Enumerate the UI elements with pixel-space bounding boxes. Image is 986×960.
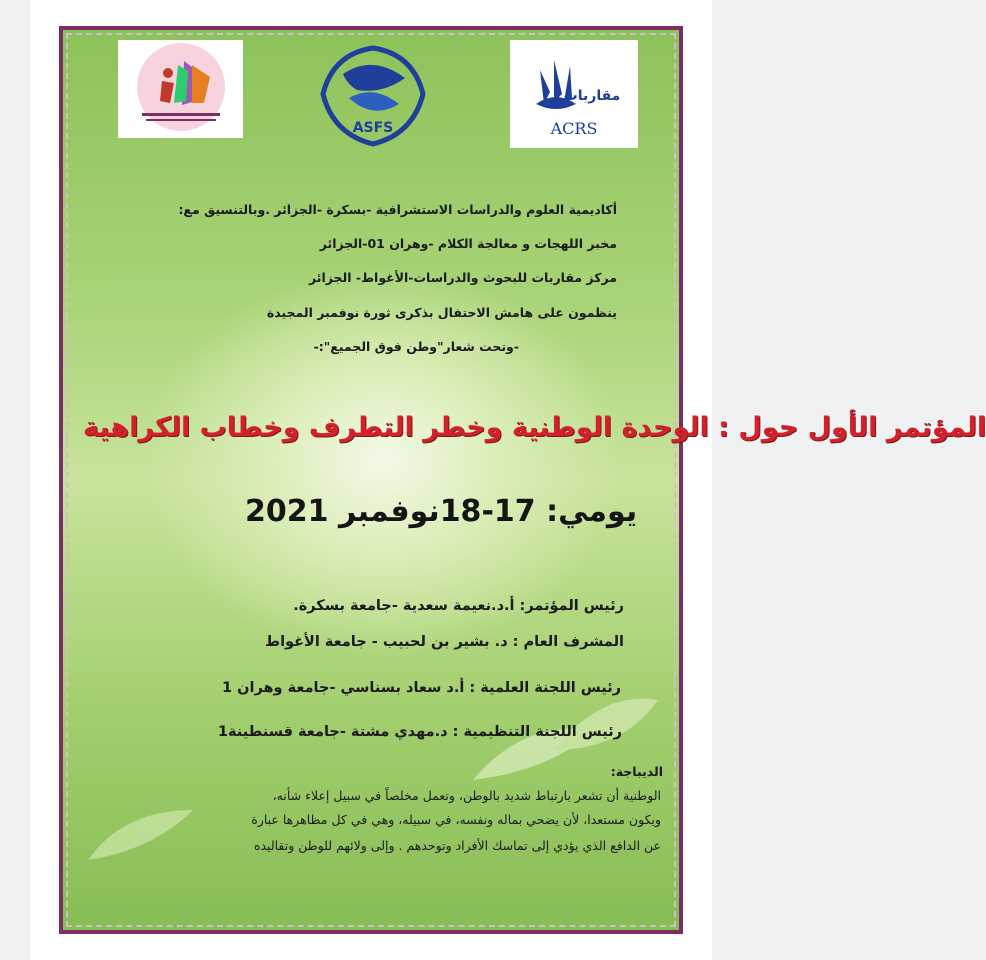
- asfs-logo-label: ASFS: [352, 120, 394, 136]
- laboratory-logo: [118, 40, 243, 138]
- preamble-line: الوطنية أن تشعر بارتباط شديد بالوطن، وتعمل مخلصاً في سبيل إعلاء شأنه،: [272, 788, 661, 803]
- committee-line: المشرف العام : د. بشير بن لحبيب - جامعة الأغواط: [265, 634, 624, 650]
- organizer-line: ينظمون على هامش الاحتفال بذكرى ثورة نوفمبر المجيدة: [266, 305, 617, 320]
- slogan-line: -وتحت شعار"وطن فوق الجميع":-: [313, 339, 519, 354]
- committee-line: رئيس اللجنة التنظيمية : د.مهدي مشتة -جامعة قسنطينة1: [217, 724, 622, 740]
- committee-line: رئيس المؤتمر: أ.د.نعيمة سعدية -جامعة بسكرة.: [293, 598, 624, 614]
- conference-date: يومي: 17-18نوفمبر 2021: [245, 494, 638, 529]
- acrs-logo-label: ACRS: [550, 119, 598, 138]
- organizer-line: مخبر اللهجات و معالجة الكلام -وهران 01-الجزائر: [319, 236, 617, 251]
- conference-title: المؤتمر الأول حول : الوحدة الوطنية وخطر التطرف وخطاب الكراهية: [83, 412, 986, 443]
- laboratory-logo-icon: [122, 43, 240, 135]
- organizer-line: أكاديمية العلوم والدراسات الاستشرافية -بسكرة -الجزائر .وبالتنسيق مع:: [178, 202, 617, 217]
- acrs-logo: [510, 40, 638, 148]
- organizer-line: مركز مقاربات للبحوث والدراسات-الأغواط- الجزائر: [309, 270, 617, 285]
- leaf-decoration-icon: [463, 680, 663, 800]
- acrs-arabic-label: مقاربات: [563, 88, 621, 104]
- asfs-emblem-icon: [313, 44, 433, 154]
- preamble-heading: الديباجة:: [610, 764, 663, 779]
- committee-line: رئيس اللجنة العلمية : أ.د سعاد بسناسي -جامعة وهران 1: [221, 680, 621, 696]
- asfs-logo: [313, 44, 433, 154]
- acrs-logo-icon: [514, 42, 634, 146]
- preamble-line: ويكون مستعدا، لأن يضحي بماله ونفسه، في سبيله، وهي في كل مظاهرها عبارة: [251, 812, 661, 827]
- poster-frame: [59, 26, 986, 934]
- preamble-line: عن الدافع الذي يؤدي إلى تماسك الأفراد وتوحدهم . وإلى ولائهم للوطن وتقاليده: [253, 838, 661, 853]
- leaf-decoration-icon: [83, 790, 203, 870]
